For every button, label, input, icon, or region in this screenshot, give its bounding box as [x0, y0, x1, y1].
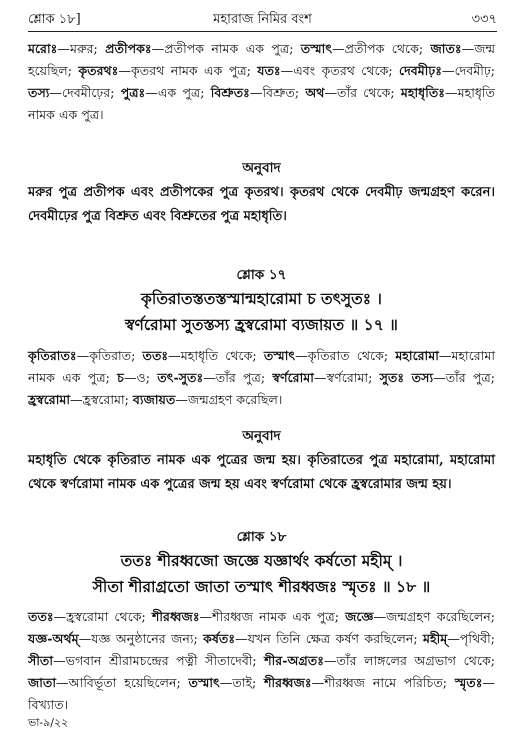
term-meaning: —জন্ম হয়েছিল;	[28, 41, 495, 78]
page-number: ৩৩৭	[471, 12, 497, 27]
sanskrit-term: মহাধৃতিঃ	[400, 85, 446, 100]
term-meaning: —তাই;	[219, 675, 265, 690]
sanskrit-term: জজ্ঞে	[345, 609, 374, 624]
sanskrit-term: সুতঃ তস্য	[379, 370, 434, 385]
footer-signature: ভা-৯/২২	[28, 716, 69, 729]
term-meaning: —ও;	[123, 370, 158, 385]
term-meaning: —প্রতীপক নামক এক পুত্র;	[151, 41, 301, 56]
sanskrit-term: তস্য	[28, 85, 50, 100]
header-verse-ref: শ্লোক ১৮]	[28, 12, 81, 27]
sloka-18-verse	[28, 548, 495, 600]
term-meaning: —তাঁর পুত্র;	[433, 370, 496, 385]
sanskrit-term: মহীম্	[423, 631, 448, 646]
sanskrit-term: বিশ্রুতঃ	[210, 85, 250, 100]
sanskrit-term: তৎ-সুতঃ	[157, 370, 204, 385]
term-meaning: —মহারোমা নামক এক পুত্র;	[28, 348, 495, 385]
term-meaning: —বিশ্রুত;	[249, 85, 306, 100]
term-meaning: —কৃতিরাত;	[76, 348, 143, 363]
translation-text-2: মহাধৃতি থেকে কৃতিরাত নামক এক পুত্রের জন্ম হয়। কৃতিরাতের পুত্র মহারোমা, মহারোমা থেকে স্বর্ণরোমা নামক এক পুত্রের জন্ম হয় এবং স্বর্ণরোমা থেকে হ্রস্বরোমার জন্ম হয়।	[28, 453, 495, 492]
sanskrit-term: ততঃ	[142, 348, 169, 363]
sanskrit-term: তস্মাৎ	[300, 41, 333, 56]
sanskrit-term: শীরধ্বজঃ	[264, 675, 312, 690]
term-meaning: —দেবমীঢ়;	[441, 63, 495, 78]
term-meaning: —মহাধৃতি নামক এক পুত্র।	[28, 85, 495, 122]
sanskrit-term: পুত্রঃ	[120, 85, 146, 100]
term-meaning: —এক পুত্র;	[145, 85, 211, 100]
sanskrit-term: জাতা	[28, 675, 57, 690]
term-meaning: —যখন তিনি ক্ষেত্র কর্ষণ করছিলেন;	[235, 631, 424, 646]
sloka-17-line-2: স্বর্ণরোমা সুতস্তস্য হ্রস্বরোমা ব্যজায়ত ॥ ১৭ ॥	[125, 315, 398, 334]
sanskrit-term: তস্মাৎ	[188, 675, 220, 690]
term-meaning: —মরুর;	[57, 41, 106, 56]
sanskrit-term: ব্যজায়ত	[132, 392, 176, 407]
translation-text-1: মরুর পুত্র প্রতীপক এবং প্রতীপকের পুত্র কৃতরথ। কৃতরথ থেকে দেবমীঢ় জন্মগ্রহণ করেন। দেবমীঢ়ের পুত্র বিশ্রুত এবং বিশ্রুতের পুত্র মহাধৃতি।	[28, 185, 495, 224]
term-meaning: —মহাধৃতি থেকে;	[168, 348, 264, 363]
sanskrit-term: শীরধ্বজঃ	[151, 609, 200, 624]
sloka-17-verse	[28, 286, 495, 338]
header-rule	[28, 31, 497, 32]
sanskrit-term: মরোঃ	[28, 41, 58, 56]
translation-heading-2: অনুবাদ	[242, 428, 281, 444]
sloka-17-heading: শ্লোক ১৭	[236, 267, 287, 283]
term-meaning: —পৃথিবী;	[447, 631, 495, 646]
sanskrit-term: কৃতিরাতঃ	[28, 348, 77, 363]
term-meaning: —দেবমীঢ়ের;	[49, 85, 121, 100]
term-meaning: —প্রতীপক থেকে;	[332, 41, 431, 56]
sanskrit-term: সীতা	[28, 653, 54, 668]
term-meaning: —হ্রস্বরোমা থেকে;	[53, 609, 152, 624]
term-meaning: —শীরধ্বজ নামে পরিচিত;	[311, 675, 455, 690]
sanskrit-term: স্মৃতঃ	[454, 675, 483, 690]
term-meaning: —তাঁর থেকে;	[324, 85, 401, 100]
term-meaning: —যজ্ঞ অনুষ্ঠানের জন্য;	[78, 631, 204, 646]
header-chapter-title: মহারাজ নিমির বংশ	[213, 12, 312, 27]
term-meaning: —শীরধ্বজ নামক এক পুত্র;	[199, 609, 346, 624]
synonyms-top	[28, 38, 495, 126]
term-meaning: —জন্মগ্রহণ করেছিলেন;	[373, 609, 495, 624]
term-meaning: —হ্রস্বরোমা;	[70, 392, 133, 407]
sanskrit-term: যজ্ঞ-অর্থম্	[28, 631, 79, 646]
translation-heading-1: অনুবাদ	[242, 160, 281, 176]
term-meaning: —জন্মগ্রহণ করেছিল।	[175, 392, 283, 407]
term-meaning: —কৃতিরাত থেকে;	[295, 348, 396, 363]
term-meaning: —স্বর্ণরোমা;	[313, 370, 380, 385]
sloka-17-line-1: কৃতিরাতস্ততস্তস্মান্মহারোমা চ তৎসুতঃ ।	[141, 289, 382, 308]
sanskrit-term: জাতঃ	[430, 41, 462, 56]
sanskrit-term: স্বর্ণরোমা	[272, 370, 314, 385]
sanskrit-term: দেবমীঢ়ঃ	[399, 63, 442, 78]
term-meaning: —কৃতরথ নামক এক পুত্র;	[118, 63, 258, 78]
sanskrit-term: অথ	[305, 85, 325, 100]
sanskrit-term: প্রতীপকঃ	[105, 41, 152, 56]
term-meaning: —তাঁর লাঙ্গলের অগ্রভাগ থেকে;	[323, 653, 495, 668]
term-meaning: —এবং কৃতরথ থেকে;	[280, 63, 400, 78]
sanskrit-term: তস্মাৎ	[263, 348, 296, 363]
sloka-18-heading: শ্লোক ১৮	[236, 529, 287, 545]
term-meaning: —তাঁর পুত্র;	[203, 370, 273, 385]
sanskrit-term: কর্ষতঃ	[203, 631, 236, 646]
term-meaning: —বিখ্যাত।	[28, 675, 496, 712]
sanskrit-term: মহারোমা	[395, 348, 439, 363]
running-header	[28, 6, 497, 32]
synonyms-18	[28, 606, 495, 716]
sanskrit-term: শীর-অগ্রতঃ	[264, 653, 324, 668]
sloka-18-line-2: সীতা শীরাগ্রতো জাতা তস্মাৎ শীরধ্বজঃ স্মৃতঃ ॥ ১৮ ॥	[92, 577, 431, 596]
term-meaning: —ভগবান শ্রীরামচন্দ্রের পত্নী সীতাদেবী;	[53, 653, 265, 668]
sanskrit-term: কৃতরথঃ	[78, 63, 119, 78]
synonyms-17	[28, 345, 495, 411]
term-meaning: —আবির্ভূতা হয়েছিলেন;	[56, 675, 189, 690]
sanskrit-term: চ	[117, 370, 124, 385]
sanskrit-term: যতঃ	[257, 63, 281, 78]
sanskrit-term: হ্রস্বরোমা	[28, 392, 71, 407]
sanskrit-term: ততঃ	[28, 609, 54, 624]
sloka-18-line-1: ততঃ শীরধ্বজো জজ্ঞে যজ্ঞার্থং কর্ষতো মহীম্ ।	[120, 551, 403, 570]
